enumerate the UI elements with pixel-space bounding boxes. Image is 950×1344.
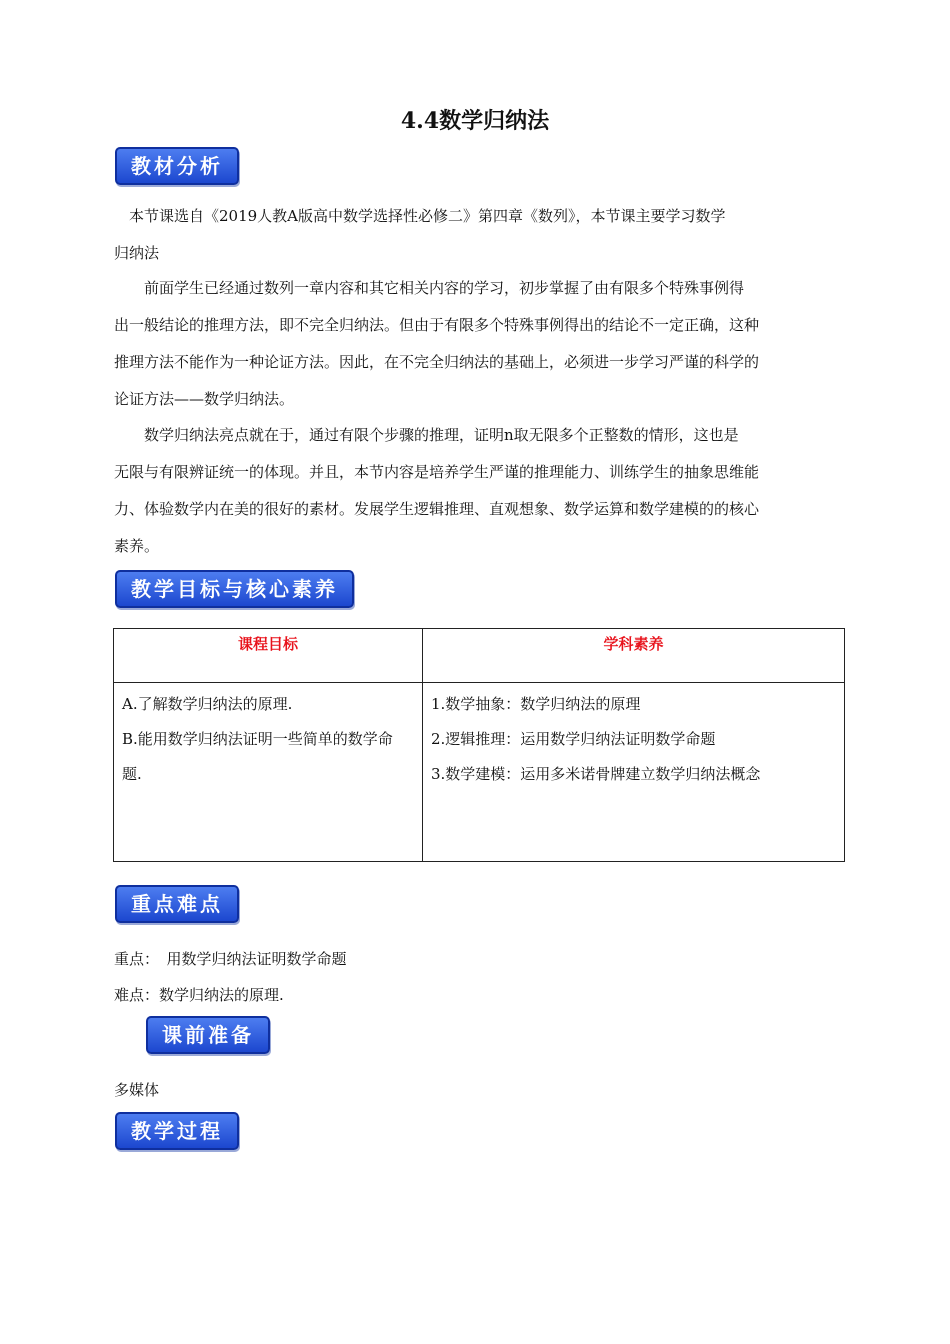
text-line: 本节课选自《2019人教A版高中数学选择性必修二》第四章《数列》，本节课主要学习数学 bbox=[114, 207, 726, 225]
text-line: 归纳法 bbox=[114, 244, 160, 262]
text-line: 推理方法不能作为一种论证方法。因此，在不完全归纳法的基础上，必须进一步学习严谨的科学的 bbox=[114, 353, 760, 371]
table-header-literacy: 学科素养 bbox=[423, 629, 845, 683]
analysis-paragraph-3 bbox=[114, 417, 838, 565]
course-goal-line: 题. bbox=[122, 765, 142, 783]
text-line: 素养。 bbox=[114, 537, 160, 555]
course-goal-line: B.能用数学归纳法证明一些简单的数学命 bbox=[122, 730, 393, 748]
text-line: 出一般结论的推理方法，即不完全归纳法。但由于有限多个特殊事例得出的结论不一定正确，这种 bbox=[114, 316, 760, 334]
page-title: 4.4数学归纳法 bbox=[400, 108, 550, 134]
text-line: 前面学生已经通过数列一章内容和其它相关内容的学习，初步掌握了由有限多个特殊事例得 bbox=[114, 279, 745, 297]
section-badge-analysis: 教材分析 bbox=[115, 147, 239, 185]
literacy-cell bbox=[423, 683, 845, 862]
prep-text: 多媒体 bbox=[114, 1081, 160, 1099]
text-line: 无限与有限辨证统一的体现。并且，本节内容是培养学生严谨的推理能力、训练学生的抽象思维能 bbox=[114, 463, 760, 481]
section-badge-goals: 教学目标与核心素养 bbox=[115, 570, 354, 608]
course-goal-line: A.了解数学归纳法的原理. bbox=[122, 695, 293, 713]
course-goals-cell bbox=[114, 683, 423, 862]
analysis-paragraph-1 bbox=[114, 198, 838, 272]
text-line: 数学归纳法亮点就在于，通过有限个步骤的推理，证明n取无限多个正整数的情形，这也是 bbox=[114, 426, 739, 444]
literacy-line: 3.数学建模：运用多米诺骨牌建立数学归纳法概念 bbox=[431, 765, 761, 783]
analysis-paragraph-2 bbox=[114, 270, 838, 418]
text-line: 论证方法——数学归纳法。 bbox=[114, 390, 295, 408]
section-badge-prep: 课前准备 bbox=[146, 1016, 270, 1054]
goals-table bbox=[113, 628, 845, 862]
text-line: 力、体验数学内在美的很好的素材。发展学生逻辑推理、直观想象、数学运算和数学建模的的核心 bbox=[114, 500, 760, 518]
key-point-text: 重点： 用数学归纳法证明数学命题 bbox=[114, 950, 347, 968]
table-header-course-goals: 课程目标 bbox=[114, 629, 423, 683]
section-badge-keypoints: 重点难点 bbox=[115, 885, 239, 923]
literacy-line: 1.数学抽象：数学归纳法的原理 bbox=[431, 695, 641, 713]
section-badge-process: 教学过程 bbox=[115, 1112, 239, 1150]
literacy-line: 2.逻辑推理：运用数学归纳法证明数学命题 bbox=[431, 730, 716, 748]
difficulty-text: 难点：数学归纳法的原理. bbox=[114, 986, 284, 1004]
